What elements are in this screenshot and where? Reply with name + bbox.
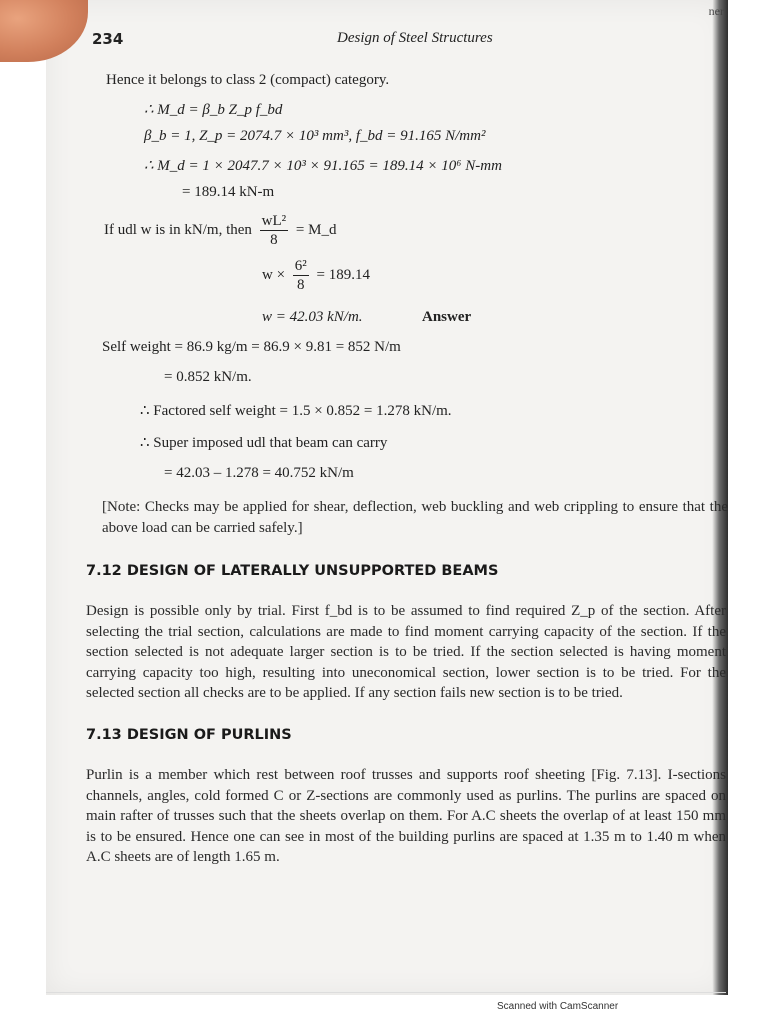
udl-fraction — [260, 212, 289, 249]
section-712-body — [86, 601, 726, 704]
class-statement: Hence it belongs to class 2 (compact) category. — [106, 72, 390, 88]
section-713-text: Purlin is a member which rest between roof trusses and supports roof sheeting [Fig. 7.13]. I-sections channels, angles, cold formed C or Z-sections are commonly used as purlins. The purlins are spaced on main rafter of trusses such that the sheets overlap on them. For A.C sheets the overlap of at least 150 mm is to be ensured. Hence one can see in most of the building purlins are spaced at 1.35 m to 1.40 m when A.C sheets are of length 1.65 m. — [86, 767, 726, 865]
span-substitution-lead: w × — [262, 266, 286, 283]
section-heading-713: 7.13 DESIGN OF PURLINS — [86, 727, 292, 743]
moment-formula: ∴ M_d = β_b Z_p f_bd — [144, 102, 283, 118]
udl-result: w = 42.03 kN/m. — [262, 309, 363, 325]
section-712-text: Design is possible only by trial. First f_bd is to be assumed to find required Z_p of the section. After selecting the trial section, calculations are made to find moment carrying capacity of the section. If the section selected is not adequate larger section is to be tried. If the section selected is having moment carrying capacity too high, resulting into uneconomical section, lower section is to be tried. For the selected section all checks are to be applied. If any section fails new section is to be tried. — [86, 603, 726, 701]
superimposed-udl-label: ∴ Super imposed udl that beam can carry — [140, 435, 388, 451]
udl-fraction-denominator: 8 — [270, 232, 278, 248]
note-text: [Note: Checks may be applied for shear, deflection, web buckling and web crippling to ensure that the above load can be carried safely.] — [102, 499, 728, 536]
udl-equation-lead: If udl w is in kN/m, then — [104, 221, 252, 238]
superimposed-udl-result: = 42.03 – 1.278 = 40.752 kN/m — [164, 465, 354, 481]
answer-label: Answer — [422, 309, 472, 325]
span-substitution-rhs: = 189.14 — [316, 266, 371, 283]
span-fraction-denominator: 8 — [297, 277, 305, 293]
udl-equation — [104, 212, 336, 249]
self-weight-knm: = 0.852 kN/m. — [164, 369, 252, 385]
span-fraction-numerator: 6² — [294, 258, 307, 274]
parameter-values: β_b = 1, Z_p = 2074.7 × 10³ mm³, f_bd = 91.165 N/mm² — [144, 128, 486, 144]
page-number: 234 — [92, 30, 124, 48]
span-substitution — [262, 257, 370, 294]
corner-text-fragment: ner — [708, 4, 724, 18]
moment-result: = 189.14 kN-m — [182, 184, 275, 200]
section-heading-712: 7.12 DESIGN OF LATERALLY UNSUPPORTED BEAMS — [86, 563, 499, 579]
page-edge-line — [46, 992, 726, 993]
scanner-watermark: Scanned with CamScanner — [497, 1001, 619, 1012]
note-paragraph — [102, 497, 728, 538]
udl-equation-rhs: = M_d — [295, 221, 337, 238]
moment-calculation: ∴ M_d = 1 × 2047.7 × 10³ × 91.165 = 189.14 × 10⁶ N-mm — [144, 158, 502, 174]
section-713-body — [86, 765, 726, 868]
span-fraction — [293, 257, 309, 294]
running-title: Design of Steel Structures — [337, 30, 493, 46]
factored-self-weight: ∴ Factored self weight = 1.5 × 0.852 = 1.278 kN/m. — [140, 403, 452, 419]
udl-fraction-numerator: wL² — [261, 213, 287, 229]
self-weight: Self weight = 86.9 kg/m = 86.9 × 9.81 = 852 N/m — [102, 339, 401, 355]
